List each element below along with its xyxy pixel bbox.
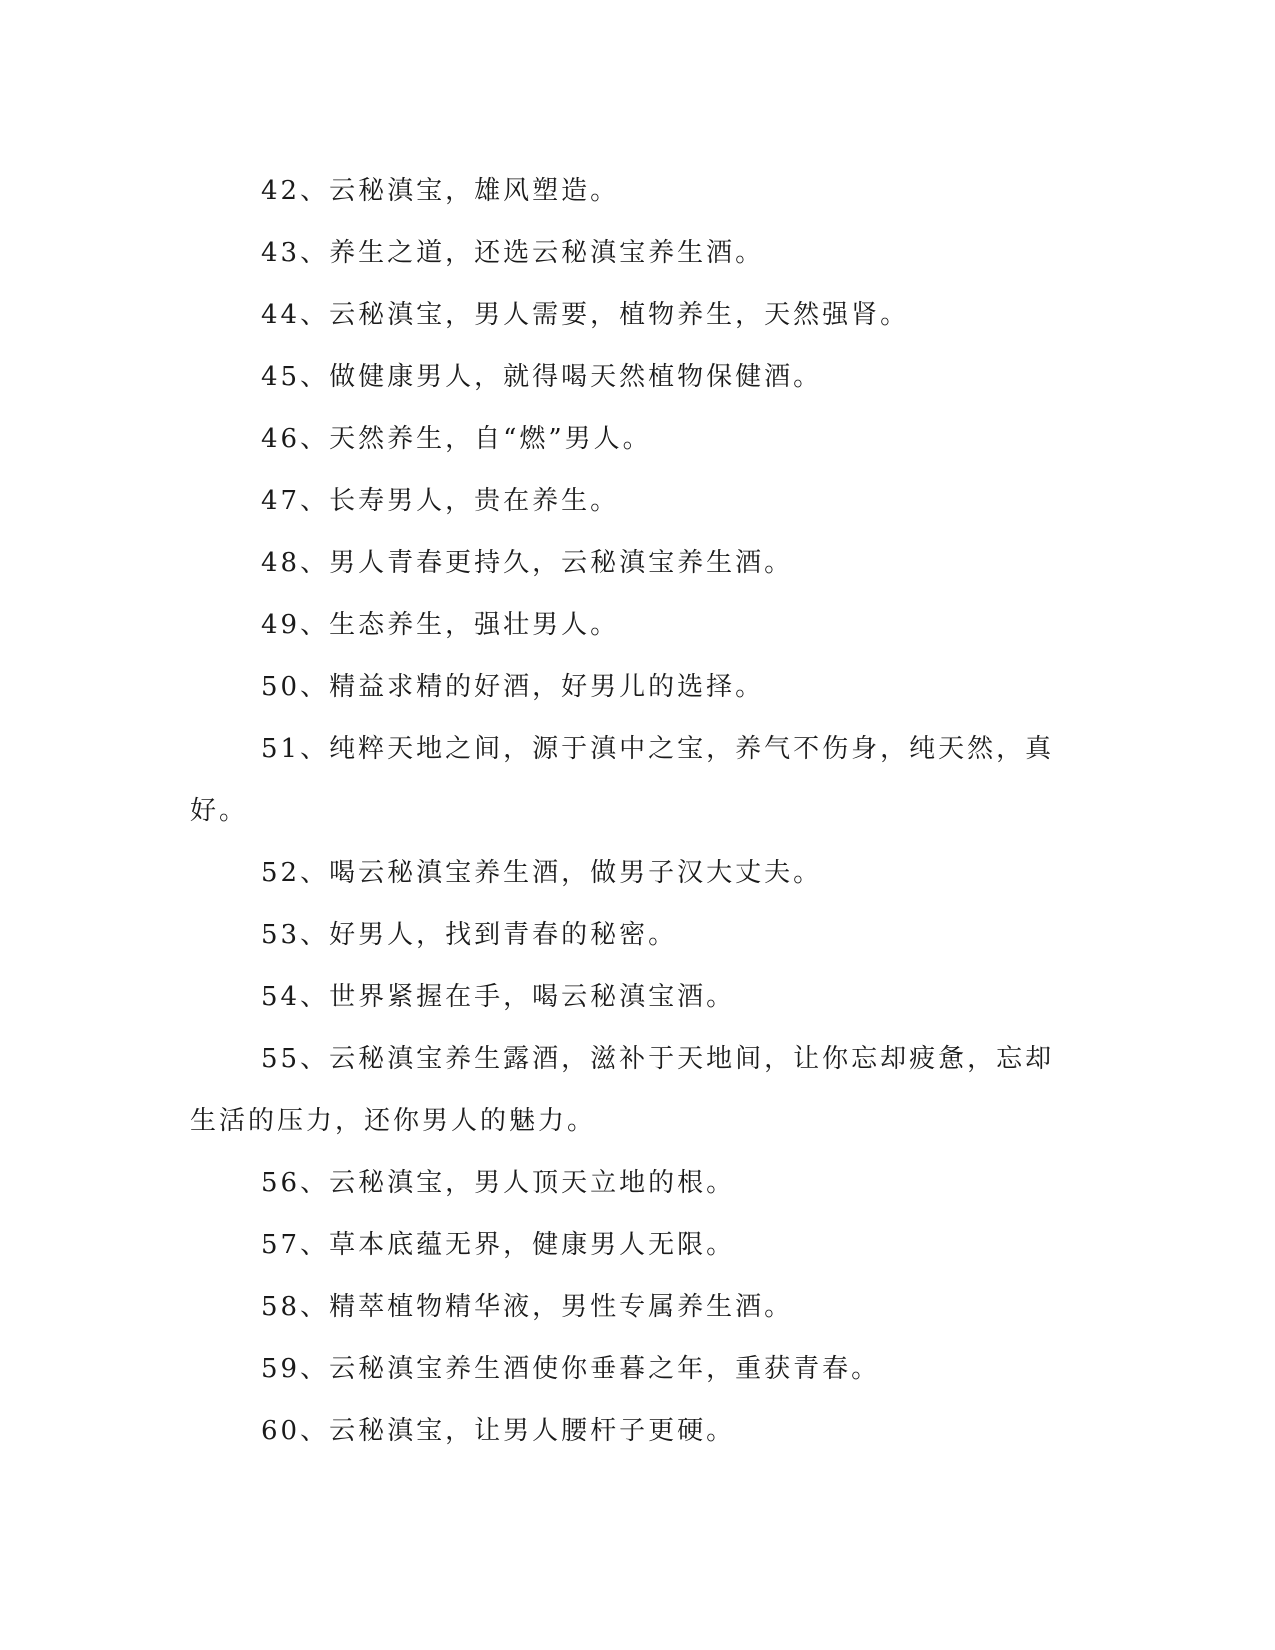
list-item: 57、草本底蕴无界，健康男人无限。 <box>261 1230 736 1260</box>
list-item: 59、云秘滇宝养生酒使你垂暮之年，重获青春。 <box>261 1354 881 1384</box>
list-item: 53、好男人，找到青春的秘密。 <box>261 920 678 950</box>
list-item: 51、纯粹天地之间，源于滇中之宝，养气不伤身，纯天然，真好。 <box>190 734 1055 826</box>
list-item: 60、云秘滇宝，让男人腰杆子更硬。 <box>261 1416 736 1446</box>
list-item: 47、长寿男人，贵在养生。 <box>261 486 620 516</box>
document-body <box>190 160 1080 1462</box>
list-item: 56、云秘滇宝，男人顶天立地的根。 <box>261 1168 736 1198</box>
list-item: 45、做健康男人，就得喝天然植物保健酒。 <box>261 362 823 392</box>
list-item: 44、云秘滇宝，男人需要，植物养生，天然强肾。 <box>261 300 910 330</box>
list-item: 50、精益求精的好酒，好男儿的选择。 <box>261 672 765 702</box>
list-item: 58、精萃植物精华液，男性专属养生酒。 <box>261 1292 794 1322</box>
list-item: 46、天然养生，自“燃”男人。 <box>261 424 652 454</box>
list-item: 55、云秘滇宝养生露酒，滋补于天地间，让你忘却疲惫，忘却生活的压力，还你男人的魅力。 <box>190 1044 1055 1136</box>
list-item: 43、养生之道，还选云秘滇宝养生酒。 <box>261 238 765 268</box>
list-item: 49、生态养生，强壮男人。 <box>261 610 620 640</box>
list-item: 42、云秘滇宝，雄风塑造。 <box>261 176 620 206</box>
list-item: 52、喝云秘滇宝养生酒，做男子汉大丈夫。 <box>261 858 823 888</box>
list-item: 54、世界紧握在手，喝云秘滇宝酒。 <box>261 982 736 1012</box>
list-item: 48、男人青春更持久，云秘滇宝养生酒。 <box>261 548 794 578</box>
